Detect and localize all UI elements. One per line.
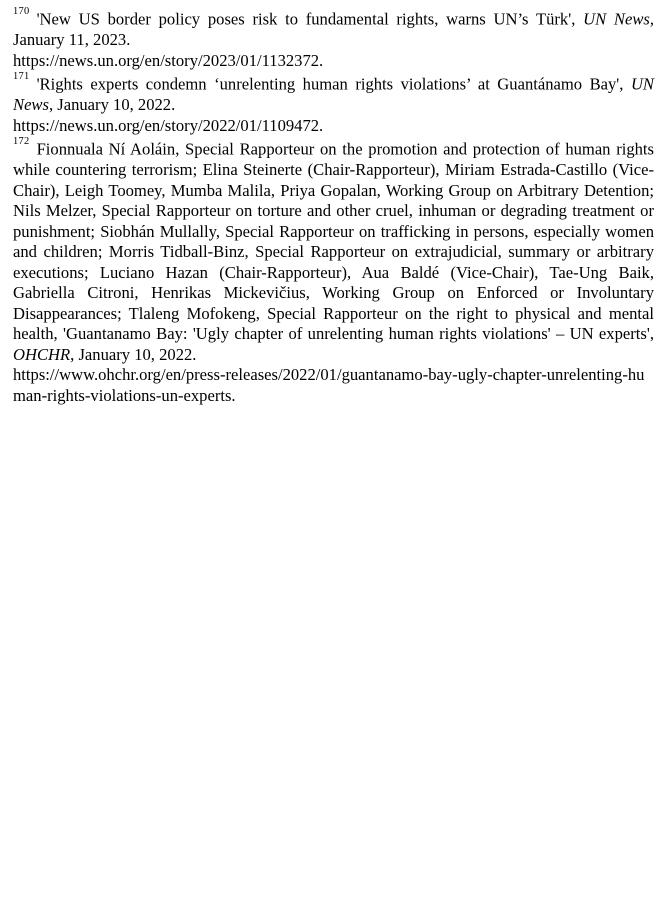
footnote-172-source: OHCHR <box>13 344 71 364</box>
footnote-170-number: 170 <box>13 6 30 17</box>
footnote-171-text-after: , January 10, 2022. <box>48 95 176 115</box>
footnote-170 <box>13 6 654 71</box>
footnote-172-url[interactable]: https://www.ohchr.org/en/press-releases/2022/01/guantanamo-bay-ugly-chapter-unrelenting-human-rights-violations-un-experts. <box>13 365 645 405</box>
footnote-172-number: 172 <box>13 136 30 148</box>
footnote-171-text <box>13 71 654 116</box>
footnote-171-url[interactable]: https://news.un.org/en/story/2022/01/1109472. <box>13 115 324 135</box>
footnote-171 <box>13 71 654 136</box>
footnote-172-text-before: Fionnuala Ní Aoláin, Special Rapporteur on the promotion and protection of human rights while countering terrorism; Elina Steinerte (Chair-Rapporteur), Miriam Estrada-Castillo (Vice-Chair), Leigh Toomey, Mumba Malila, Priya Gopalan, Working Group on Arbitrary Detention; Nils Melzer, Special Rapporteur on torture and other cruel, inhuman or degrading treatment or punishment; Siobhán Mullally, Special Rapporteur on trafficking in persons, especially women and children; Morris Tidball-Binz, Special Rapporteur on extrajudicial, summary or arbitrary executions; Luciano Hazan (Chair-Rapporteur), Aua Baldé (Vice-Chair), Tae-Ung Baik, Gabriella Citroni, Henrikas Mickevičius, Working Group on Enforced or Involuntary Disappearances; Tlaleng Mofokeng, Special Rapporteur on the right to physical and mental health, 'Guantanamo Bay: 'Ugly chapter of unrelenting human rights violations' – UN experts', <box>13 139 654 344</box>
footnote-170-text-after: January 11, 2023. <box>13 30 131 50</box>
footnote-170-url[interactable]: https://news.un.org/en/story/2023/01/1132372. <box>13 50 324 70</box>
footnote-172-text <box>13 136 654 365</box>
footnote-170-text <box>13 6 654 51</box>
footnote-170-source: UN News, <box>583 9 654 29</box>
footnote-171-text-before: 'Rights experts condemn ‘unrelenting human rights violations’ at Guantánamo Bay', <box>36 74 631 94</box>
footnote-170-text-before: 'New US border policy poses risk to fundamental rights, warns UN’s Türk', <box>36 9 584 29</box>
footnote-172-text-after: , January 10, 2022. <box>70 344 197 364</box>
footnote-171-number: 171 <box>13 71 30 83</box>
footnote-172 <box>13 136 654 406</box>
footnote-171-source: UN News <box>13 74 654 115</box>
